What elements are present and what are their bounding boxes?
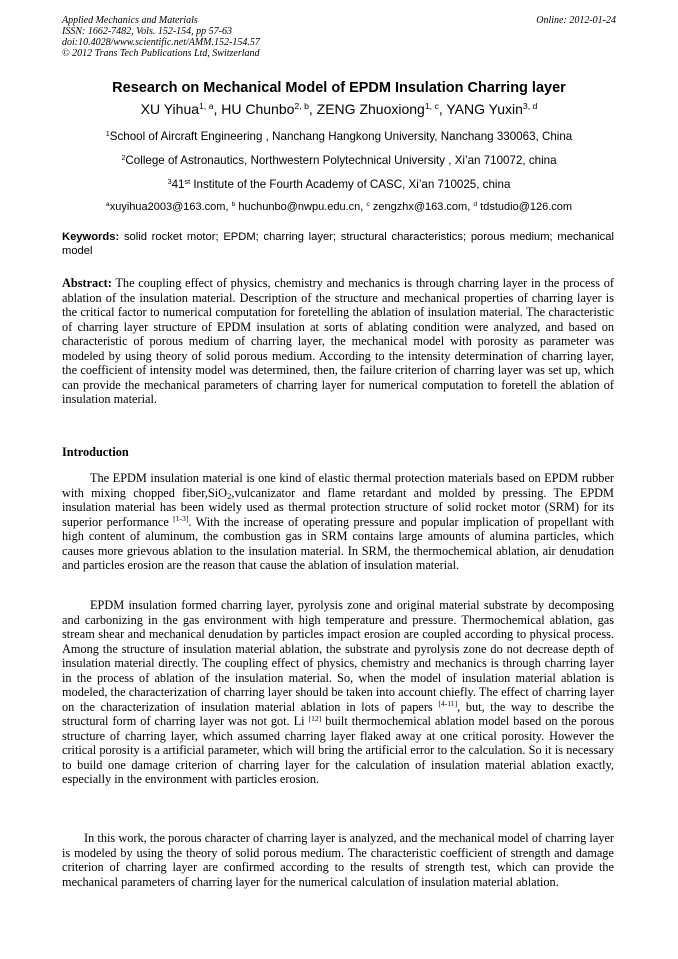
affiliation-text: College of Astronautics, Northwestern Polytechnical University , Xi’an 710072, china (125, 154, 557, 167)
journal-doi: doi:10.4028/www.scientific.net/AMM.152-154.57 (62, 37, 260, 48)
affiliation-text: School of Aircraft Engineering , Nanchang Hangkong University, Nanchang 330063, China (109, 130, 573, 143)
email-superscript: b (231, 201, 236, 209)
paragraph-text: EPDM insulation formed charring layer, pyrolysis zone and original material substrate by decomposing and carbonizing in the gas environment with high temperature and pressure. Thermochemical ablation, gas stream shear and mechanical denudation by particles impact erosion are coupled according to physical process. Among the structure of insulation material ablation, the substrate and pyrolysis zone do not decrease depth of insulation material directly. The coupling effect of physics, chemistry and mechanics is through charring layer in the process of ablation of the insulation material. So, when the model of insulation material ablation is modeled, the characterization of charring layer should be taken into account chiefly. The effect of charring layer on the characterization of insulation material ablation in lots of papers (62, 598, 614, 714)
author-name: ZENG Zhuoxiong (316, 101, 425, 117)
keywords-text: solid rocket motor; EPDM; charring layer; structural characteristics; porous medium; mechanical model (62, 231, 614, 257)
paragraph-text: The EPDM insulation material is one kind of elastic thermal protection materials based on EPDM rubber with mixing chopped fiber,SiO (62, 471, 614, 500)
intro-paragraph-3: In this work, the porous character of charring layer is analyzed, and the mechanical model of charring layer is modeled by using the theory of solid porous medium. The characteristic coefficient of strength and damage criterion of charring layer are confirmed according to the results of strength test, which can provide the mechanical parameters of charring layer for the numerical calculation of insulation material ablation. (62, 831, 614, 889)
email-superscript: a (105, 201, 110, 209)
abstract-text: The coupling effect of physics, chemistry and mechanics is through charring layer in the process of ablation of the insulation material. Description of the structure and mechanical properties of charring layer is the critical factor to numerical computation for foretelling the ablation of insulation material. The characteristic of charring layer structure of EPDM insulation at sorts of ablating condition were analyzed, and based on characteristic of porous medium of charring layer, the mechanical model with porosity as parameter was modeled by using theory of solid porous medium. According to the intensity determination of charring layer, the coefficient of intensity model was determined, then, the failure criterion of charring layer was set up, which can provide the mechanical parameters of charring layer for numerical computation to foretell the ablation of insulation material. (62, 276, 614, 406)
journal-copyright: © 2012 Trans Tech Publications Ltd, Switzerland (62, 48, 260, 59)
email-link[interactable]: tdstudio@126.com (477, 201, 573, 213)
author-name: XU Yihua (140, 101, 200, 117)
author-name: HU Chunbo (221, 101, 295, 117)
email-superscript: d (473, 201, 478, 209)
email-list (40, 201, 638, 213)
ordinal-suffix: st (184, 177, 191, 187)
intro-paragraph-2 (62, 598, 614, 787)
affiliation-superscript: 1 (105, 129, 110, 139)
abstract-label: Abstract: (62, 276, 112, 290)
author-separator: , (308, 101, 317, 117)
author-separator: , (213, 101, 222, 117)
author-superscript: 1, a (199, 101, 214, 112)
keywords-label: Keywords: (62, 231, 120, 243)
citation: [4-11] (438, 699, 458, 709)
author-superscript: 1, c (424, 101, 439, 112)
author-list (40, 101, 638, 117)
affiliation-superscript: 3 (167, 177, 172, 187)
paragraph-text: . With the increase of operating pressure and popular implication of propellant with high content of aluminum, the combustion gas in SRM contains large amounts of alumina particles, which causes more grievous ablation to the insulation material. In SRM, the thermochemical ablation, air denudation and particles erosion are the reason that cause the ablation of insulation material. (62, 514, 615, 572)
keywords (62, 230, 614, 258)
author-name: YANG Yuxin (446, 101, 523, 117)
author-superscript: 3, d (522, 101, 538, 112)
journal-issn: ISSN: 1662-7482, Vols. 152-154, pp 57-63 (62, 26, 232, 37)
section-heading-introduction: Introduction (62, 445, 129, 459)
email-link[interactable]: xuyihua2003@163.com, (109, 201, 232, 213)
online-date: Online: 2012-01-24 (536, 15, 616, 26)
author-separator: , (438, 101, 447, 117)
paper-title: Research on Mechanical Model of EPDM Insulation Charring layer (112, 80, 566, 96)
affiliation-superscript: 2 (121, 153, 126, 163)
affiliation-number: 41 (171, 178, 185, 191)
affiliation-1 (40, 130, 638, 143)
journal-header (62, 15, 260, 59)
affiliation-3 (40, 178, 638, 191)
paragraph-text: ,vulcanizator and flame retardant and molded by pressing. The EPDM insulation material has been widely used as thermal protection structure of solid rocket motor (SRM) for its superior performance (62, 485, 614, 529)
paragraph-text: built thermochemical ablation model based on the porous structure of charring layer, which assumed charring layer flaked away at one critical porosity. However the critical porosity is a artificial parameter, which will bring the artificial error to the calculation. So it is necessary to build one damage criterion of charring layer for the calculation of insulation material ablation exactly, especially in the environment with particles erosion. (62, 714, 614, 786)
email-link[interactable]: zengzhx@163.com, (369, 201, 474, 213)
citation: [12] (308, 713, 322, 723)
subscript: 2 (227, 491, 232, 502)
author-superscript: 2, b (294, 101, 309, 112)
affiliation-2 (40, 154, 638, 167)
email-link[interactable]: huchunbo@nwpu.edu.cn, (235, 201, 367, 213)
abstract (62, 276, 614, 407)
paragraph-text: , but, the way to describe the structural form of charring layer was not got. Li (62, 699, 615, 728)
affiliation-text: Institute of the Fourth Academy of CASC, Xi’an 710025, china (190, 178, 511, 191)
journal-name: Applied Mechanics and Materials (62, 15, 198, 26)
citation: [1-3] (173, 514, 189, 524)
email-superscript: c (366, 201, 370, 209)
intro-paragraph-1 (62, 471, 614, 573)
